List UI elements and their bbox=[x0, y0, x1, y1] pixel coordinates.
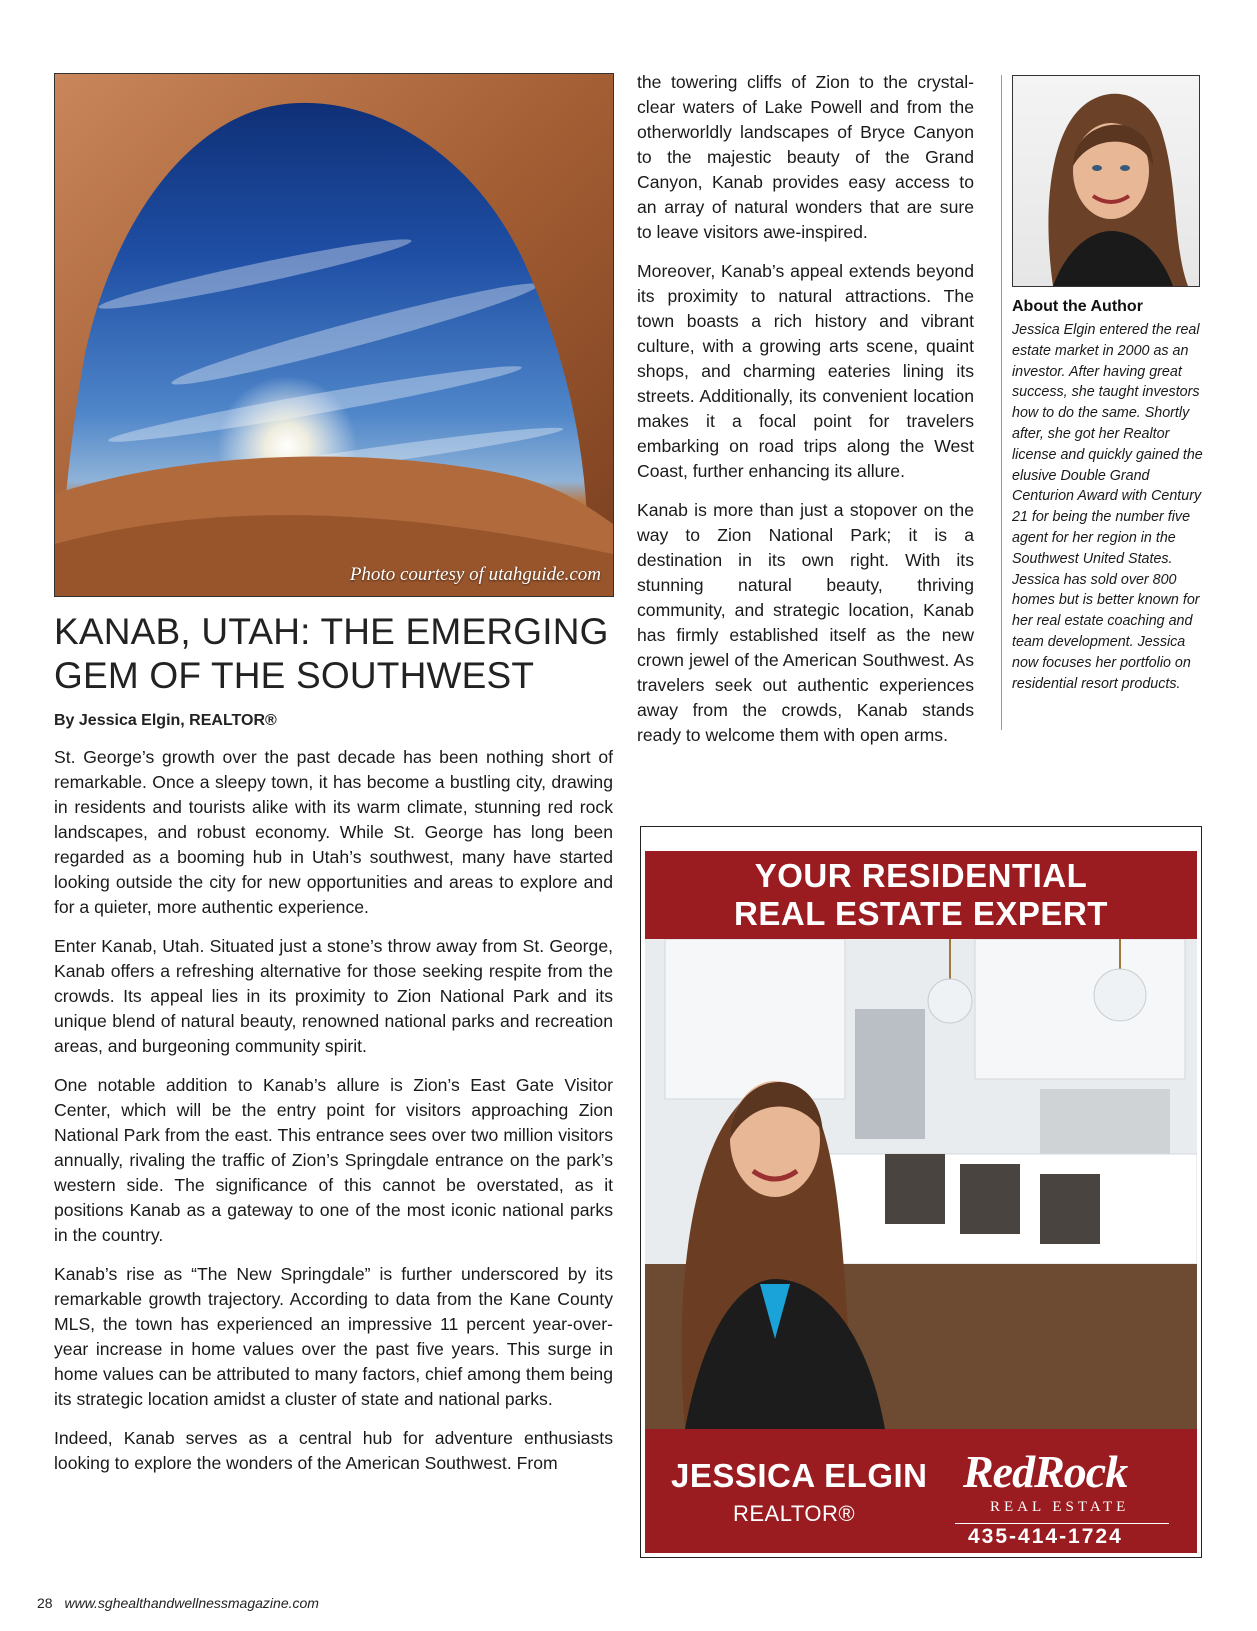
agent-title: REALTOR® bbox=[733, 1501, 856, 1526]
paragraph: Kanab’s rise as “The New Springdale” is further underscored by its remarkable growth trajectory. According to data from the Kane County MLS, the town has experienced an impressive 11 percent year-over-year increase in home values over the past five years. This surge in home values can be attributed to many factors, chief among them being its strategic location amidst a cluster of state and national parks. bbox=[54, 1264, 613, 1409]
page-footer bbox=[37, 1595, 319, 1611]
ad-headline-banner bbox=[645, 851, 1197, 939]
about-author-heading: About the Author bbox=[1012, 298, 1143, 315]
column-divider bbox=[1001, 75, 1002, 730]
kitchen-scene bbox=[645, 939, 1197, 1429]
logo-subtitle: REAL ESTATE bbox=[990, 1499, 1130, 1515]
title-line-1: KANAB, UTAH: THE EMERGING bbox=[54, 611, 609, 652]
ad-contact-banner bbox=[645, 1429, 1197, 1553]
paragraph: One notable addition to Kanab’s allure is Zion’s East Gate Visitor Center, which will be the entry point for visitors approaching Zion National Park from the east. This entrance sees over two million visitors annually, rivaling the traffic of Zion’s Springdale entrance on the park’s western side. The significance of this cannot be overstated, as it positions Kanab as a gateway to one of the most iconic national parks in the country. bbox=[54, 1075, 613, 1245]
hero-photo bbox=[54, 73, 614, 597]
paragraph: Indeed, Kanab serves as a central hub for adventure enthusiasts looking to explore the wonders of the American Southwest. From bbox=[54, 1428, 613, 1473]
photo-credit: Photo courtesy of utahguide.com bbox=[349, 564, 601, 585]
ad-headline-line-2: REAL ESTATE EXPERT bbox=[734, 895, 1108, 932]
kitchen-illustration bbox=[645, 939, 1197, 1429]
article-column-middle bbox=[637, 70, 974, 762]
about-author-body: Jessica Elgin entered the real estate market in 2000 as an investor. After having great success, she taught investors how to do the same. Shortly after, she got her Realtor license and quickly gained the elusive Double Grand Centurion Award with Century 21 for being the number five agent for her region in the Southwest United States. Jessica has sold over 800 homes but is better known for her real estate coaching and team development. Jessica now focuses her portfolio on residential resort products. bbox=[1012, 322, 1203, 692]
article-column-left bbox=[54, 745, 613, 1490]
magazine-url[interactable]: www.sghealthandwellnessmagazine.com bbox=[64, 1595, 319, 1611]
author-portrait bbox=[1012, 75, 1200, 287]
agent-name: JESSICA ELGIN bbox=[671, 1457, 928, 1494]
paragraph: Kanab is more than just a stopover on the way to Zion National Park; it is a destination in its own right. With its stunning natural beauty, thriving community, and strategic location, Kanab has firmly established itself as the new crown jewel of the American Southwest. As travelers seek out authentic experiences away from the crowds, Kanab stands ready to welcome them with open arms. bbox=[637, 500, 974, 745]
portrait-illustration bbox=[1013, 76, 1199, 286]
redrock-logo: RedRock bbox=[963, 1446, 1128, 1497]
page-number: 28 bbox=[37, 1595, 53, 1611]
realtor-advertisement bbox=[640, 826, 1202, 1558]
paragraph: the towering cliffs of Zion to the crystal-clear waters of Lake Powell and from the otherworldly landscapes of Bryce Canyon to the majestic beauty of the Grand Canyon, Kanab provides easy access to an array of natural wonders that are sure to leave visitors awe-inspired. bbox=[637, 72, 974, 242]
paragraph: St. George’s growth over the past decade has been nothing short of remarkable. Once a sleepy town, it has become a bustling city, drawing in residents and tourists alike with its warm climate, stunning red rock landscapes, and robust economy. While St. George has long been regarded as a booming hub in Utah’s southwest, many have started looking outside the city for new opportunities and areas to explore and for a quieter, more authentic experience. bbox=[54, 747, 613, 917]
title-line-2: GEM OF THE SOUTHWEST bbox=[54, 655, 535, 696]
phone-number: 435-414-1724 bbox=[968, 1525, 1123, 1548]
logo-divider bbox=[955, 1523, 1169, 1524]
paragraph: Moreover, Kanab’s appeal extends beyond its proximity to natural attractions. The town boasts a rich history and vibrant culture, with a growing arts scene, quaint shops, and charming eateries lining its streets. Additionally, its convenient location makes it a focal point for travelers embarking on road trips along the West Coast, further enhancing its allure. bbox=[637, 261, 974, 481]
article-title bbox=[54, 610, 614, 698]
arch-illustration bbox=[55, 74, 613, 596]
paragraph: Enter Kanab, Utah. Situated just a stone’s throw away from St. George, Kanab offers a refreshing alternative for those seeking respite from the crowds. Its appeal lies in its proximity to Zion National Park and its unique blend of natural beauty, renowned national parks and recreation areas, and burgeoning community spirit. bbox=[54, 936, 613, 1056]
ad-headline-line-1: YOUR RESIDENTIAL bbox=[754, 857, 1088, 894]
byline: By Jessica Elgin, REALTOR® bbox=[54, 712, 277, 729]
